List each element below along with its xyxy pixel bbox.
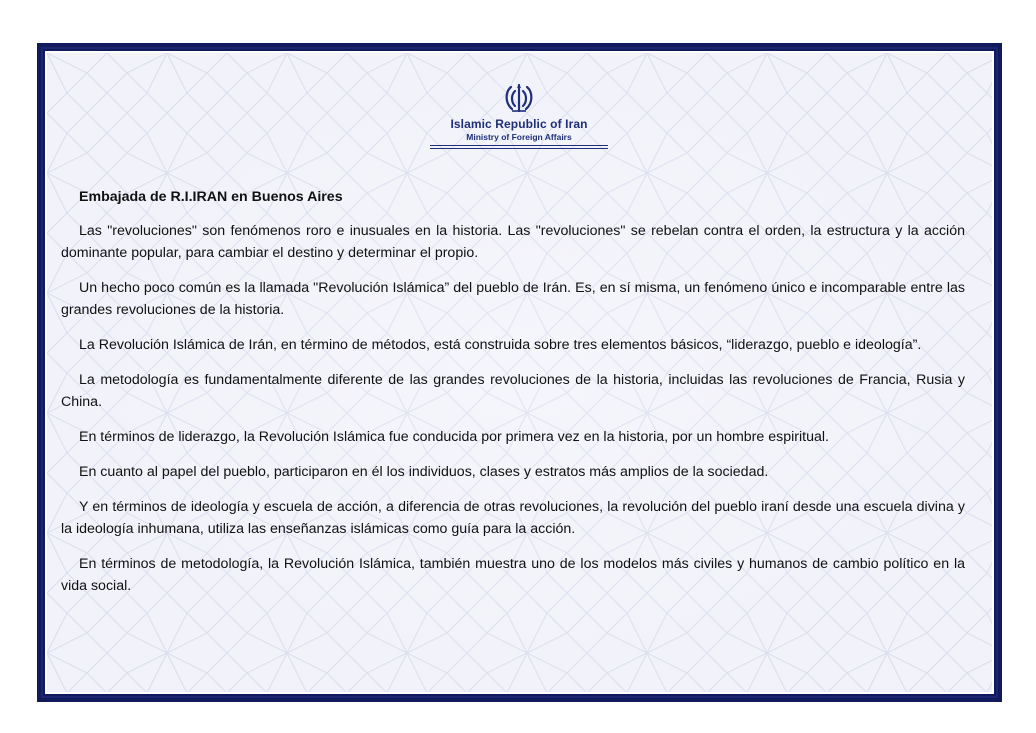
paragraph: Un hecho poco común es la llamada "Revolución Islámica” del pueblo de Irán. Es, en sí misma, un fenómeno único e incomparable entre las grandes revoluciones de la historia. [61, 280, 965, 318]
iran-emblem-icon [501, 83, 537, 115]
letter-paper [47, 53, 992, 692]
letter-title: Embajada de R.I.IRAN en Buenos Aires [79, 189, 343, 205]
letter-body [61, 186, 965, 610]
letterhead [427, 83, 611, 149]
paragraph: La metodología es fundamentalmente diferente de las grandes revoluciones de la historia, incluidas las revoluciones de Francia, Rusia y China. [61, 372, 965, 410]
paragraph: En términos de liderazgo, la Revolución Islámica fue conducida por primera vez en la historia, por un hombre espiritual. [79, 429, 829, 445]
paragraph: Las "revoluciones" son fenómenos roro e inusuales en la historia. Las "revoluciones" se rebelan contra el orden, la estructura y la acción dominante popular, para cambiar el destino y determinar el propio. [61, 223, 965, 261]
paragraph: La Revolución Islámica de Irán, en término de métodos, está construida sobre tres elementos básicos, “liderazgo, pueblo e ideología”. [79, 337, 922, 353]
header-rule-second [430, 148, 608, 149]
paragraph: En cuanto al papel del pueblo, participaron en él los individuos, clases y estratos más amplios de la sociedad. [79, 464, 769, 480]
header-rule [430, 145, 608, 146]
letter-frame [37, 43, 1002, 702]
ministry-name: Ministry of Foreign Affairs [466, 132, 572, 142]
org-name: Islamic Republic of Iran [450, 117, 588, 131]
paragraph: En términos de metodología, la Revolución Islámica, también muestra uno de los modelos más civiles y humanos de cambio político en la vida social. [61, 556, 965, 594]
paragraph: Y en términos de ideología y escuela de acción, a diferencia de otras revoluciones, la revolución del pueblo iraní desde una escuela divina y la ideología inhumana, utiliza las enseñanzas islámicas como guía para la acción. [61, 499, 965, 537]
